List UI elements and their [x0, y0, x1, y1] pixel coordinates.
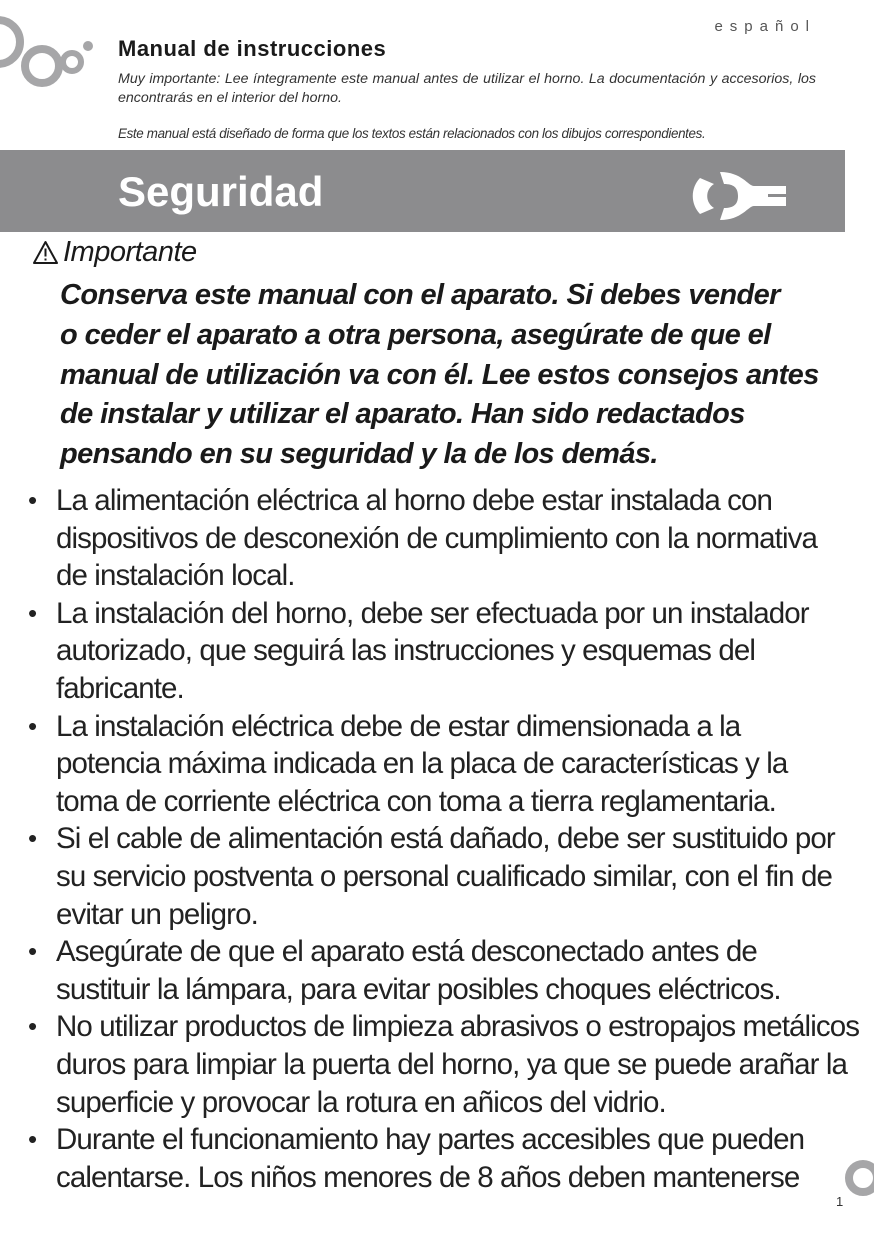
bullet-line: Durante el funcionamiento hay partes accesibles que pueden: [56, 1123, 805, 1157]
bullet-symbol: •: [28, 710, 37, 741]
bullet-symbol: •: [28, 597, 37, 628]
bullet-line: dispositivos de desconexión de cumplimiento con la normativa: [56, 521, 817, 555]
page-corner-mark: [843, 1158, 874, 1198]
list-item: [28, 482, 874, 595]
important-heading-label: Importante: [63, 236, 197, 268]
important-heading: [32, 236, 197, 269]
warning-triangle-icon: [32, 240, 59, 265]
bullet-line: Si el cable de alimentación está dañado, debe ser sustituido por: [56, 822, 835, 856]
bullet-line: potencia máxima indicada en la placa de características y la: [56, 747, 788, 781]
bullet-line: La instalación del horno, debe ser efectuada por un instalador: [56, 596, 809, 630]
manual-title: Manual de instrucciones: [118, 36, 387, 61]
bullet-line: fabricante.: [56, 671, 184, 705]
bullet-line: sustituir la lámpara, para evitar posibles choques eléctricos.: [56, 972, 781, 1006]
list-item: [28, 708, 874, 821]
bullet-line: La alimentación eléctrica al horno debe estar instalada con: [56, 484, 773, 517]
list-item: [28, 595, 874, 708]
bullet-line: calentarse. Los niños menores de 8 años deben mantenerse: [56, 1160, 800, 1194]
bullet-symbol: •: [28, 823, 37, 854]
intro-note: Este manual está diseñado de forma que los textos están relacionados con los dibujos correspondientes.: [118, 126, 706, 141]
page-number: 1: [836, 1194, 844, 1209]
bullet-line: La instalación eléctrica debe de estar dimensionada a la: [56, 709, 741, 743]
bullet-line: autorizado, que seguirá las instrucciones y esquemas del: [56, 634, 755, 668]
important-line: Conserva este manual con el aparato. Si debes vender: [60, 279, 780, 311]
section-banner: [0, 150, 845, 232]
important-text: [60, 276, 860, 475]
important-line: manual de utilización va con él. Lee estos consejos antes: [60, 358, 819, 391]
language-label: español: [714, 18, 816, 35]
wrench-icon: [690, 164, 800, 224]
bullet-symbol: •: [28, 485, 37, 515]
important-line: de instalar y utilizar el aparato. Han sido redactados: [60, 398, 745, 431]
bullet-line: de instalación local.: [56, 559, 295, 593]
bullet-line: toma de corriente eléctrica con toma a tierra reglamentaria.: [56, 784, 776, 818]
list-item: [28, 933, 874, 1008]
safety-bullet-list: [28, 482, 874, 1196]
brand-logo: [0, 0, 100, 100]
section-title: Seguridad: [118, 168, 324, 215]
bullet-line: duros para limpiar la puerta del horno, ya que se puede arañar la: [56, 1047, 847, 1081]
bullet-line: superficie y provocar la rotura en añicos del vidrio.: [56, 1085, 666, 1119]
bullet-line: evitar un peligro.: [56, 897, 258, 931]
bullet-line: su servicio postventa o personal cualificado similar, con el fin de: [56, 859, 832, 893]
list-item: [28, 1121, 874, 1196]
bullet-symbol: •: [28, 1124, 37, 1155]
list-item: [28, 1008, 874, 1121]
list-item: [28, 820, 874, 933]
bullet-line: No utilizar productos de limpieza abrasivos o estropajos metálicos: [56, 1010, 860, 1044]
important-line: pensando en su seguridad y la de los demás.: [60, 438, 658, 471]
bullet-symbol: •: [28, 1011, 37, 1042]
important-line: o ceder el aparato a otra persona, asegúrate de que el: [60, 318, 771, 351]
bullet-symbol: •: [28, 936, 37, 967]
intro-text: Muy importante: Lee íntegramente este manual antes de utilizar el horno. La documentación y accesorios, los encontrarás en el interior del horno.: [118, 71, 816, 106]
bullet-line: Asegúrate de que el aparato está desconectado antes de: [56, 935, 757, 969]
